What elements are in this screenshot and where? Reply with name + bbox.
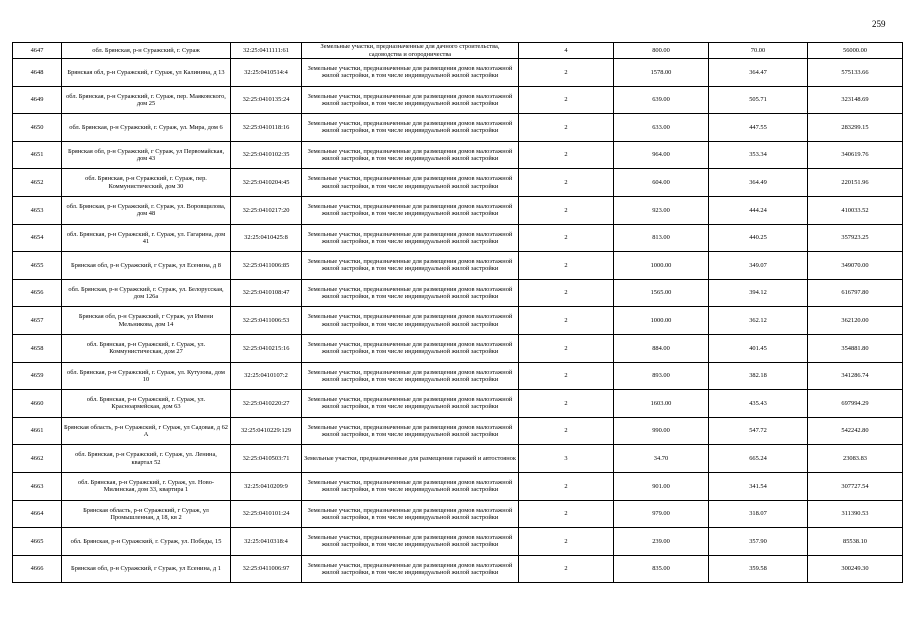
row-number-cell: 4663	[13, 472, 62, 500]
row-number-cell: 4652	[13, 169, 62, 197]
cadastral-number-cell: 32:25:0411006:53	[231, 307, 302, 335]
cadastral-number-cell: 32:25:0410229:129	[231, 417, 302, 445]
use-group-cell: 2	[519, 555, 614, 583]
area-cell: 901.00	[614, 472, 709, 500]
row-number-cell: 4656	[13, 279, 62, 307]
area-cell: 813.00	[614, 224, 709, 252]
address-cell: обл. Брянская, р-н Суражский, г. Сураж, ул. Гагарина, дом 41	[62, 224, 231, 252]
use-group-cell: 2	[519, 334, 614, 362]
row-number-cell: 4660	[13, 390, 62, 418]
land-use-cell: Земельные участки, предназначенные для размещения гаражей и автостоянок	[302, 445, 519, 473]
cadastral-number-cell: 32:25:0410503:71	[231, 445, 302, 473]
row-number-cell: 4648	[13, 59, 62, 87]
specific-value-cell: 505.71	[709, 86, 808, 114]
land-use-cell: Земельные участки, предназначенные для размещения домов малоэтажной жилой застройки, в том числе индивидуальной жилой застройки	[302, 279, 519, 307]
cadastral-number-cell: 32:25:0410215:16	[231, 334, 302, 362]
land-use-cell: Земельные участки, предназначенные для размещения домов малоэтажной жилой застройки, в том числе индивидуальной жилой застройки	[302, 417, 519, 445]
cadastral-value-cell: 56000.00	[808, 43, 903, 59]
land-use-cell: Земельные участки, предназначенные для размещения домов малоэтажной жилой застройки, в том числе индивидуальной жилой застройки	[302, 114, 519, 142]
cadastral-number-cell: 32:25:0410118:16	[231, 114, 302, 142]
use-group-cell: 2	[519, 528, 614, 556]
land-use-cell: Земельные участки, предназначенные для размещения домов малоэтажной жилой застройки, в том числе индивидуальной жилой застройки	[302, 307, 519, 335]
land-use-cell: Земельные участки, предназначенные для размещения домов малоэтажной жилой застройки, в том числе индивидуальной жилой застройки	[302, 390, 519, 418]
row-number-cell: 4649	[13, 86, 62, 114]
cadastral-value-cell: 23083.83	[808, 445, 903, 473]
table-row	[13, 500, 903, 528]
cadastral-number-cell: 32:25:0410220:27	[231, 390, 302, 418]
table-row	[13, 555, 903, 583]
cadastral-value-cell: 283299.15	[808, 114, 903, 142]
use-group-cell: 2	[519, 114, 614, 142]
area-cell: 1603.00	[614, 390, 709, 418]
row-number-cell: 4665	[13, 528, 62, 556]
cadastral-value-cell: 542242.80	[808, 417, 903, 445]
row-number-cell: 4655	[13, 252, 62, 280]
specific-value-cell: 349.07	[709, 252, 808, 280]
address-cell: обл. Брянская, р-н Суражский, г. Сураж, ул. Мира, дом 6	[62, 114, 231, 142]
cadastral-value-cell: 697994.29	[808, 390, 903, 418]
land-use-cell: Земельные участки, предназначенные для размещения домов малоэтажной жилой застройки, в том числе индивидуальной жилой застройки	[302, 500, 519, 528]
row-number-cell: 4647	[13, 43, 62, 59]
land-use-cell: Земельные участки, предназначенные для размещения домов малоэтажной жилой застройки, в том числе индивидуальной жилой застройки	[302, 196, 519, 224]
address-cell: Брянская обл, р-н Суражский, г Сураж, ул Первомайская, дом 43	[62, 141, 231, 169]
area-cell: 964.00	[614, 141, 709, 169]
row-number-cell: 4659	[13, 362, 62, 390]
table-row	[13, 472, 903, 500]
specific-value-cell: 357.90	[709, 528, 808, 556]
address-cell: Брянская обл, р-н Суражский, г Сураж, ул Имени Мельникова, дом 14	[62, 307, 231, 335]
table-row	[13, 169, 903, 197]
address-cell: обл. Брянская, р-н Суражский, г. Сураж, ул. Кутузова, дом 10	[62, 362, 231, 390]
specific-value-cell: 353.34	[709, 141, 808, 169]
cadastral-number-cell: 32:25:0410209:9	[231, 472, 302, 500]
specific-value-cell: 318.07	[709, 500, 808, 528]
use-group-cell: 2	[519, 59, 614, 87]
address-cell: обл. Брянская, р-н Суражский, г. Сураж, ул. Ленина, квартал 52	[62, 445, 231, 473]
cadastral-number-cell: 32:25:0410102:35	[231, 141, 302, 169]
use-group-cell: 2	[519, 390, 614, 418]
cadastral-number-cell: 32:25:0410107:2	[231, 362, 302, 390]
cadastral-value-cell: 341286.74	[808, 362, 903, 390]
cadastral-value-cell: 349070.00	[808, 252, 903, 280]
cadastral-value-cell: 575133.66	[808, 59, 903, 87]
table-row	[13, 86, 903, 114]
table-row	[13, 252, 903, 280]
use-group-cell: 2	[519, 224, 614, 252]
specific-value-cell: 341.54	[709, 472, 808, 500]
area-cell: 990.00	[614, 417, 709, 445]
use-group-cell: 2	[519, 169, 614, 197]
use-group-cell: 2	[519, 362, 614, 390]
cadastral-number-cell: 32:25:0410425:8	[231, 224, 302, 252]
table-row	[13, 307, 903, 335]
use-group-cell: 3	[519, 445, 614, 473]
area-cell: 923.00	[614, 196, 709, 224]
address-cell: Брянская область, р-н Суражский, г Сураж, ул Садовая, д 62 А	[62, 417, 231, 445]
row-number-cell: 4654	[13, 224, 62, 252]
address-cell: обл. Брянская, р-н Суражский, г. Сураж	[62, 43, 231, 59]
cadastral-number-cell: 32:25:0411006:85	[231, 252, 302, 280]
use-group-cell: 2	[519, 86, 614, 114]
use-group-cell: 2	[519, 500, 614, 528]
cadastral-number-cell: 32:25:0410108:47	[231, 279, 302, 307]
specific-value-cell: 447.55	[709, 114, 808, 142]
land-use-cell: Земельные участки, предназначенные для размещения домов малоэтажной жилой застройки, в том числе индивидуальной жилой застройки	[302, 334, 519, 362]
cadastral-number-cell: 32:25:0410135:24	[231, 86, 302, 114]
cadastral-value-cell: 354881.80	[808, 334, 903, 362]
use-group-cell: 2	[519, 472, 614, 500]
area-cell: 800.00	[614, 43, 709, 59]
table-row	[13, 362, 903, 390]
cadastral-value-cell: 300249.30	[808, 555, 903, 583]
cadastral-number-cell: 32:25:0410101:24	[231, 500, 302, 528]
address-cell: Брянская обл, р-н Суражский, г Сураж, ул Есенина, д 8	[62, 252, 231, 280]
land-use-cell: Земельные участки, предназначенные для размещения домов малоэтажной жилой застройки, в том числе индивидуальной жилой застройки	[302, 86, 519, 114]
cadastral-number-cell: 32:25:0410217:20	[231, 196, 302, 224]
use-group-cell: 4	[519, 43, 614, 59]
table-row	[13, 196, 903, 224]
use-group-cell: 2	[519, 252, 614, 280]
cadastral-value-cell: 311390.53	[808, 500, 903, 528]
area-cell: 1000.00	[614, 252, 709, 280]
cadastral-value-cell: 362120.00	[808, 307, 903, 335]
specific-value-cell: 382.18	[709, 362, 808, 390]
cadastral-value-cell: 323148.69	[808, 86, 903, 114]
land-use-cell: Земельные участки, предназначенные для размещения домов малоэтажной жилой застройки, в том числе индивидуальной жилой застройки	[302, 141, 519, 169]
specific-value-cell: 665.24	[709, 445, 808, 473]
land-use-cell: Земельные участки, предназначенные для размещения домов малоэтажной жилой застройки, в том числе индивидуальной жилой застройки	[302, 252, 519, 280]
address-cell: Брянская обл, р-н Суражский, г Сураж, ул Калинина, д 13	[62, 59, 231, 87]
area-cell: 239.00	[614, 528, 709, 556]
row-number-cell: 4650	[13, 114, 62, 142]
address-cell: обл. Брянская, р-н Суражский, г. Сураж, ул. Коммунистическая, дом 27	[62, 334, 231, 362]
table-row	[13, 59, 903, 87]
row-number-cell: 4653	[13, 196, 62, 224]
specific-value-cell: 70.00	[709, 43, 808, 59]
address-cell: обл. Брянская, р-н Суражский, г. Сураж, ул. Воровщилова, дом 48	[62, 196, 231, 224]
specific-value-cell: 394.12	[709, 279, 808, 307]
specific-value-cell: 547.72	[709, 417, 808, 445]
table-row	[13, 390, 903, 418]
cadastral-value-cell: 307727.54	[808, 472, 903, 500]
cadastral-number-cell: 32:25:0410318:4	[231, 528, 302, 556]
address-cell: Брянская обл, р-н Суражский, г Сураж, ул Есенина, д 1	[62, 555, 231, 583]
table-row	[13, 417, 903, 445]
cadastral-value-cell: 357923.25	[808, 224, 903, 252]
cadastral-number-cell: 32:25:0410514:4	[231, 59, 302, 87]
land-use-cell: Земельные участки, предназначенные для размещения домов малоэтажной жилой застройки, в том числе индивидуальной жилой застройки	[302, 169, 519, 197]
cadastral-value-cell: 410033.52	[808, 196, 903, 224]
address-cell: обл. Брянская, р-н Суражский, г. Сураж, пер. Маяковского, дом 25	[62, 86, 231, 114]
table-row	[13, 279, 903, 307]
area-cell: 639.00	[614, 86, 709, 114]
use-group-cell: 2	[519, 417, 614, 445]
address-cell: обл. Брянская, р-н Суражский, г. Сураж, ул. Белорусская, дом 126а	[62, 279, 231, 307]
area-cell: 34.70	[614, 445, 709, 473]
cadastral-number-cell: 32:25:0411006:97	[231, 555, 302, 583]
row-number-cell: 4658	[13, 334, 62, 362]
address-cell: обл. Брянская, р-н Суражский, г. Сураж, ул. Ново-Милинская, дом 33, квартира 1	[62, 472, 231, 500]
specific-value-cell: 440.25	[709, 224, 808, 252]
specific-value-cell: 364.47	[709, 59, 808, 87]
table-row	[13, 334, 903, 362]
row-number-cell: 4651	[13, 141, 62, 169]
table-row	[13, 43, 903, 59]
row-number-cell: 4661	[13, 417, 62, 445]
table-row	[13, 114, 903, 142]
land-use-cell: Земельные участки, предназначенные для размещения домов малоэтажной жилой застройки, в том числе индивидуальной жилой застройки	[302, 224, 519, 252]
cadastral-value-table	[12, 42, 903, 583]
table-row	[13, 528, 903, 556]
use-group-cell: 2	[519, 196, 614, 224]
specific-value-cell: 401.45	[709, 334, 808, 362]
row-number-cell: 4664	[13, 500, 62, 528]
specific-value-cell: 435.43	[709, 390, 808, 418]
address-cell: обл. Брянская, р-н Суражский, г. Сураж, пер. Коммунистический, дом 30	[62, 169, 231, 197]
land-use-cell: Земельные участки, предназначенные для размещения домов малоэтажной жилой застройки, в том числе индивидуальной жилой застройки	[302, 59, 519, 87]
table-row	[13, 224, 903, 252]
specific-value-cell: 359.58	[709, 555, 808, 583]
specific-value-cell: 444.24	[709, 196, 808, 224]
specific-value-cell: 362.12	[709, 307, 808, 335]
area-cell: 633.00	[614, 114, 709, 142]
land-use-cell: Земельные участки, предназначенные для размещения домов малоэтажной жилой застройки, в том числе индивидуальной жилой застройки	[302, 555, 519, 583]
land-use-cell: Земельные участки, предназначенные для дачного строительства, садоводства и огородничества	[302, 43, 519, 59]
area-cell: 835.00	[614, 555, 709, 583]
cadastral-number-cell: 32:25:0411111:61	[231, 43, 302, 59]
land-use-cell: Земельные участки, предназначенные для размещения домов малоэтажной жилой застройки, в том числе индивидуальной жилой застройки	[302, 362, 519, 390]
cadastral-value-cell: 616797.80	[808, 279, 903, 307]
table-body	[13, 43, 903, 583]
area-cell: 884.00	[614, 334, 709, 362]
area-cell: 1000.00	[614, 307, 709, 335]
row-number-cell: 4662	[13, 445, 62, 473]
address-cell: обл. Брянская, р-н Суражский, г. Сураж, ул. Победы, 15	[62, 528, 231, 556]
cadastral-value-cell: 340619.76	[808, 141, 903, 169]
page-number: 259	[872, 19, 886, 29]
row-number-cell: 4666	[13, 555, 62, 583]
use-group-cell: 2	[519, 307, 614, 335]
area-cell: 604.00	[614, 169, 709, 197]
cadastral-number-cell: 32:25:0410204:45	[231, 169, 302, 197]
cadastral-value-cell: 85538.10	[808, 528, 903, 556]
area-cell: 1565.00	[614, 279, 709, 307]
address-cell: обл. Брянская, р-н Суражский, г. Сураж, ул. Красноармейская, дом 63	[62, 390, 231, 418]
use-group-cell: 2	[519, 141, 614, 169]
use-group-cell: 2	[519, 279, 614, 307]
land-use-cell: Земельные участки, предназначенные для размещения домов малоэтажной жилой застройки, в том числе индивидуальной жилой застройки	[302, 528, 519, 556]
table-row	[13, 445, 903, 473]
specific-value-cell: 364.49	[709, 169, 808, 197]
land-use-cell: Земельные участки, предназначенные для размещения домов малоэтажной жилой застройки, в том числе индивидуальной жилой застройки	[302, 472, 519, 500]
cadastral-value-cell: 220151.96	[808, 169, 903, 197]
table-row	[13, 141, 903, 169]
area-cell: 1578.00	[614, 59, 709, 87]
area-cell: 893.00	[614, 362, 709, 390]
area-cell: 979.00	[614, 500, 709, 528]
address-cell: Брянская область, р-н Суражский, г Сураж, ул Промышленная, д 18, кв 2	[62, 500, 231, 528]
row-number-cell: 4657	[13, 307, 62, 335]
